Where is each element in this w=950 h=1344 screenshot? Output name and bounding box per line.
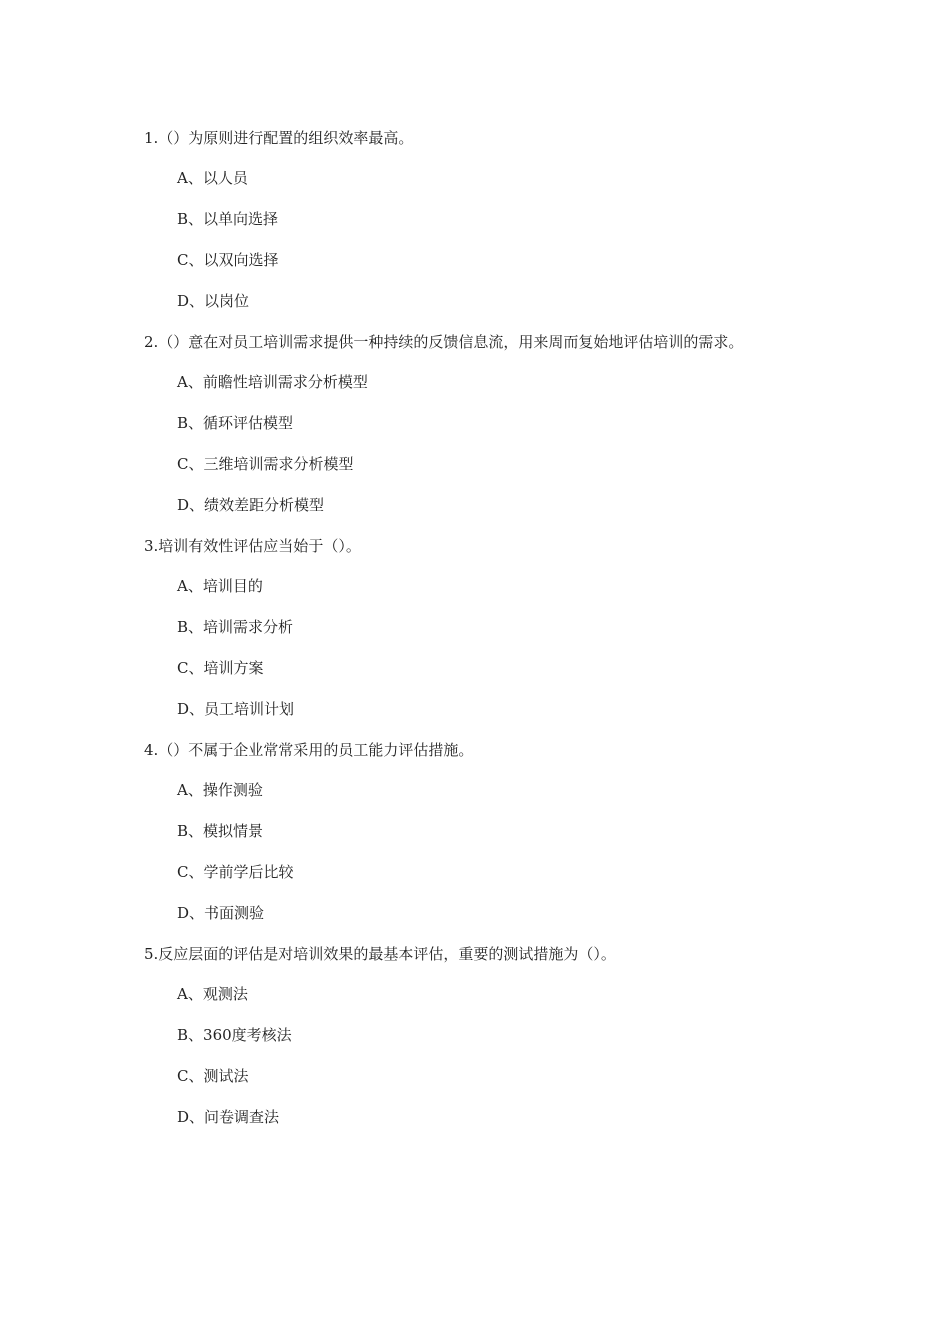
option-a: A、前瞻性培训需求分析模型 — [177, 373, 368, 391]
question-text: 4.（）不属于企业常常采用的员工能力评估措施。 — [144, 741, 474, 759]
option-b: B、循环评估模型 — [177, 414, 294, 432]
option-a: A、观测法 — [177, 985, 248, 1003]
question-block-1 — [144, 126, 812, 313]
question-text: 2.（）意在对员工培训需求提供一种持续的反馈信息流，用来周而复始地评估培训的需求。 — [144, 333, 744, 351]
option-d: D、员工培训计划 — [177, 700, 295, 718]
question-block-5 — [144, 942, 812, 1129]
option-d: D、以岗位 — [177, 292, 250, 310]
option-c: C、三维培训需求分析模型 — [177, 455, 354, 473]
option-a: A、操作测验 — [177, 781, 263, 799]
option-c: C、测试法 — [177, 1067, 249, 1085]
option-d: D、书面测验 — [177, 904, 265, 922]
option-c: C、培训方案 — [177, 659, 264, 677]
question-text: 5.反应层面的评估是对培训效果的最基本评估，重要的测试措施为（）。 — [144, 945, 616, 963]
option-b: B、以单向选择 — [177, 210, 279, 228]
option-b: B、培训需求分析 — [177, 618, 294, 636]
option-c: C、学前学后比较 — [177, 863, 294, 881]
option-c: C、以双向选择 — [177, 251, 279, 269]
question-text: 3.培训有效性评估应当始于（）。 — [144, 537, 361, 555]
question-block-2 — [144, 330, 812, 517]
question-text: 1.（）为原则进行配置的组织效率最高。 — [144, 129, 414, 147]
question-list — [144, 126, 812, 1146]
option-d: D、问卷调查法 — [177, 1108, 280, 1126]
option-a: A、培训目的 — [177, 577, 263, 595]
option-b: B、360度考核法 — [177, 1026, 292, 1044]
option-b: B、模拟情景 — [177, 822, 264, 840]
option-d: D、绩效差距分析模型 — [177, 496, 325, 514]
question-block-4 — [144, 738, 812, 925]
option-a: A、以人员 — [177, 169, 248, 187]
question-block-3 — [144, 534, 812, 721]
